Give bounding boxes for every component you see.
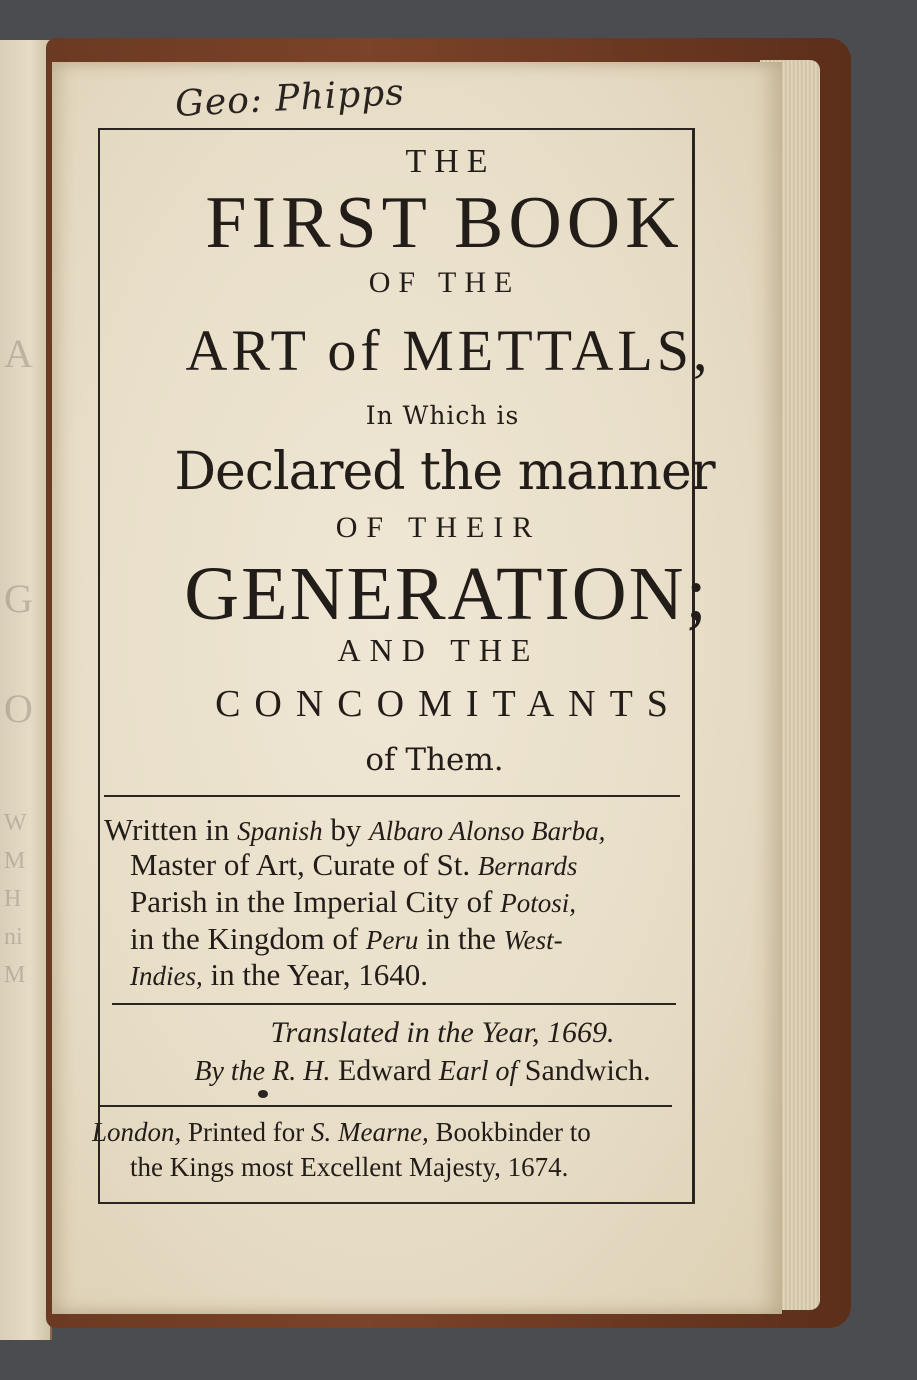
rule-after-translation: [100, 1105, 672, 1107]
imprint-line-1: London, Printed for S. Mearne, Bookbinder to: [92, 1117, 591, 1147]
rule-after-author: [112, 1003, 676, 1005]
title-and-the: AND THE: [337, 632, 540, 668]
author-line-5: Indies, in the Year, 1640.: [130, 957, 428, 992]
left-page-fragment: ni: [4, 924, 23, 950]
left-page-fragment: O: [4, 686, 33, 731]
rule-after-title: [104, 795, 680, 797]
left-page-fragment: M: [4, 848, 26, 874]
author-line-2: Master of Art, Curate of St. Bernards: [130, 847, 578, 882]
title-concomitants: CONCOMITANTS: [215, 683, 682, 725]
left-page-fragment: G: [4, 576, 33, 621]
title-generation: GENERATION;: [184, 552, 709, 636]
left-page-fragment: H: [4, 886, 22, 912]
title-the: THE: [405, 143, 496, 180]
left-page-fragment: A: [4, 331, 33, 376]
author-line-4: in the Kingdom of Peru in the West-: [130, 921, 563, 956]
author-line-3: Parish in the Imperial City of Potosi,: [130, 884, 576, 919]
left-page-fragment: W: [4, 810, 27, 836]
author-line-1: Written in Spanish by Albaro Alonso Barba,: [104, 812, 606, 847]
title-of-the: OF THE: [368, 266, 521, 299]
handwritten-signature: Geo: Phipps: [174, 72, 406, 125]
title-art-of-mettals: ART of METTALS,: [185, 318, 712, 383]
left-page-fragment: M: [4, 962, 26, 988]
translator-line: By the R. H. Edward Earl of Sandwich.: [194, 1054, 651, 1087]
title-of-their: OF THEIR: [335, 511, 542, 544]
fleuron-ornament: [258, 1090, 268, 1098]
title-in-which-is: In Which is: [365, 401, 520, 430]
translated-line: Translated in the Year, 1669.: [270, 1016, 615, 1049]
title-of-them: of Them.: [365, 742, 504, 778]
imprint-line-2: the Kings most Excellent Majesty, 1674.: [130, 1152, 569, 1182]
title-declared: Declared the manner: [174, 442, 715, 502]
title-first-book: FIRST BOOK: [205, 182, 684, 264]
